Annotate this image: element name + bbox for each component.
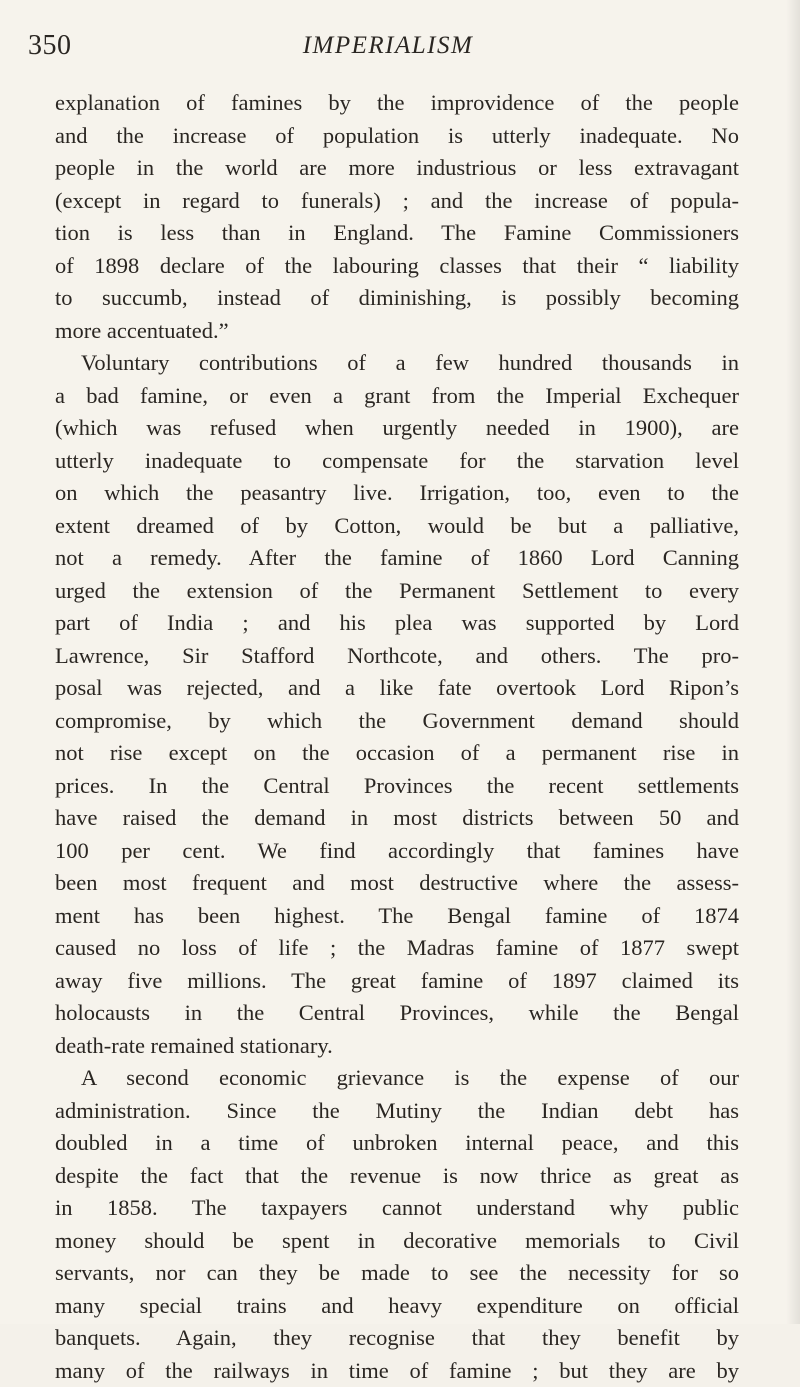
text-line: prices. In the Central Provinces the recent settlements [55, 770, 739, 803]
text-line: ment has been highest. The Bengal famine of 1874 [55, 900, 739, 933]
text-line: many of the railways in time of famine ; but they are by [55, 1355, 739, 1387]
text-line: many special trains and heavy expenditure on official [55, 1290, 739, 1323]
text-line: caused no loss of life ; the Madras famine of 1877 swept [55, 932, 739, 965]
text-line: administration. Since the Mutiny the Indian debt has [55, 1095, 739, 1128]
text-line: away five millions. The great famine of 1897 claimed its [55, 965, 739, 998]
text-line: tion is less than in England. The Famine Commissioners [55, 217, 739, 250]
text-line: doubled in a time of unbroken internal peace, and this [55, 1127, 739, 1160]
text-line: extent dreamed of by Cotton, would be but a palliative, [55, 510, 739, 543]
text-line: in 1858. The taxpayers cannot understand why public [55, 1192, 739, 1225]
text-line: Voluntary contributions of a few hundred thousands in [55, 347, 739, 380]
text-line: of 1898 declare of the labouring classes that their “ liability [55, 250, 739, 283]
text-line: (except in regard to funerals) ; and the increase of popula- [55, 185, 739, 218]
text-line: been most frequent and most destructive where the assess- [55, 867, 739, 900]
text-line: and the increase of population is utterly inadequate. No [55, 120, 739, 153]
text-line: more accentuated.” [55, 315, 739, 348]
text-line: death-rate remained stationary. [55, 1030, 739, 1063]
text-line: on which the peasantry live. Irrigation, too, even to the [55, 477, 739, 510]
text-line: not a remedy. After the famine of 1860 Lord Canning [55, 542, 739, 575]
page-edge-shadow [786, 0, 800, 1324]
text-line: banquets. Again, they recognise that they benefit by [55, 1322, 739, 1355]
paragraph [55, 87, 739, 347]
text-line: a bad famine, or even a grant from the Imperial Exchequer [55, 380, 739, 413]
paragraph [55, 1062, 739, 1387]
text-line: 100 per cent. We find accordingly that famines have [55, 835, 739, 868]
text-line: not rise except on the occasion of a permanent rise in [55, 737, 739, 770]
text-line: holocausts in the Central Provinces, while the Bengal [55, 997, 739, 1030]
text-line: (which was refused when urgently needed in 1900), are [55, 412, 739, 445]
text-line: compromise, by which the Government demand should [55, 705, 739, 738]
text-line: people in the world are more industrious or less extravagant [55, 152, 739, 185]
text-line: utterly inadequate to compensate for the starvation level [55, 445, 739, 478]
running-head: IMPERIALISM [28, 32, 748, 60]
text-line: posal was rejected, and a like fate overtook Lord Ripon’s [55, 672, 739, 705]
text-line: despite the fact that the revenue is now thrice as great as [55, 1160, 739, 1193]
page-number: 350 [28, 30, 72, 62]
text-line: explanation of famines by the improvidence of the people [55, 87, 739, 120]
text-line: urged the extension of the Permanent Settlement to every [55, 575, 739, 608]
text-line: Lawrence, Sir Stafford Northcote, and others. The pro- [55, 640, 739, 673]
text-line: have raised the demand in most districts between 50 and [55, 802, 739, 835]
text-line: A second economic grievance is the expense of our [55, 1062, 739, 1095]
text-line: servants, nor can they be made to see the necessity for so [55, 1257, 739, 1290]
text-line: money should be spent in decorative memorials to Civil [55, 1225, 739, 1258]
paragraph [55, 347, 739, 1062]
page-header [28, 30, 748, 70]
text-line: part of India ; and his plea was supported by Lord [55, 607, 739, 640]
body-text [55, 87, 739, 1387]
text-line: to succumb, instead of diminishing, is possibly becoming [55, 282, 739, 315]
